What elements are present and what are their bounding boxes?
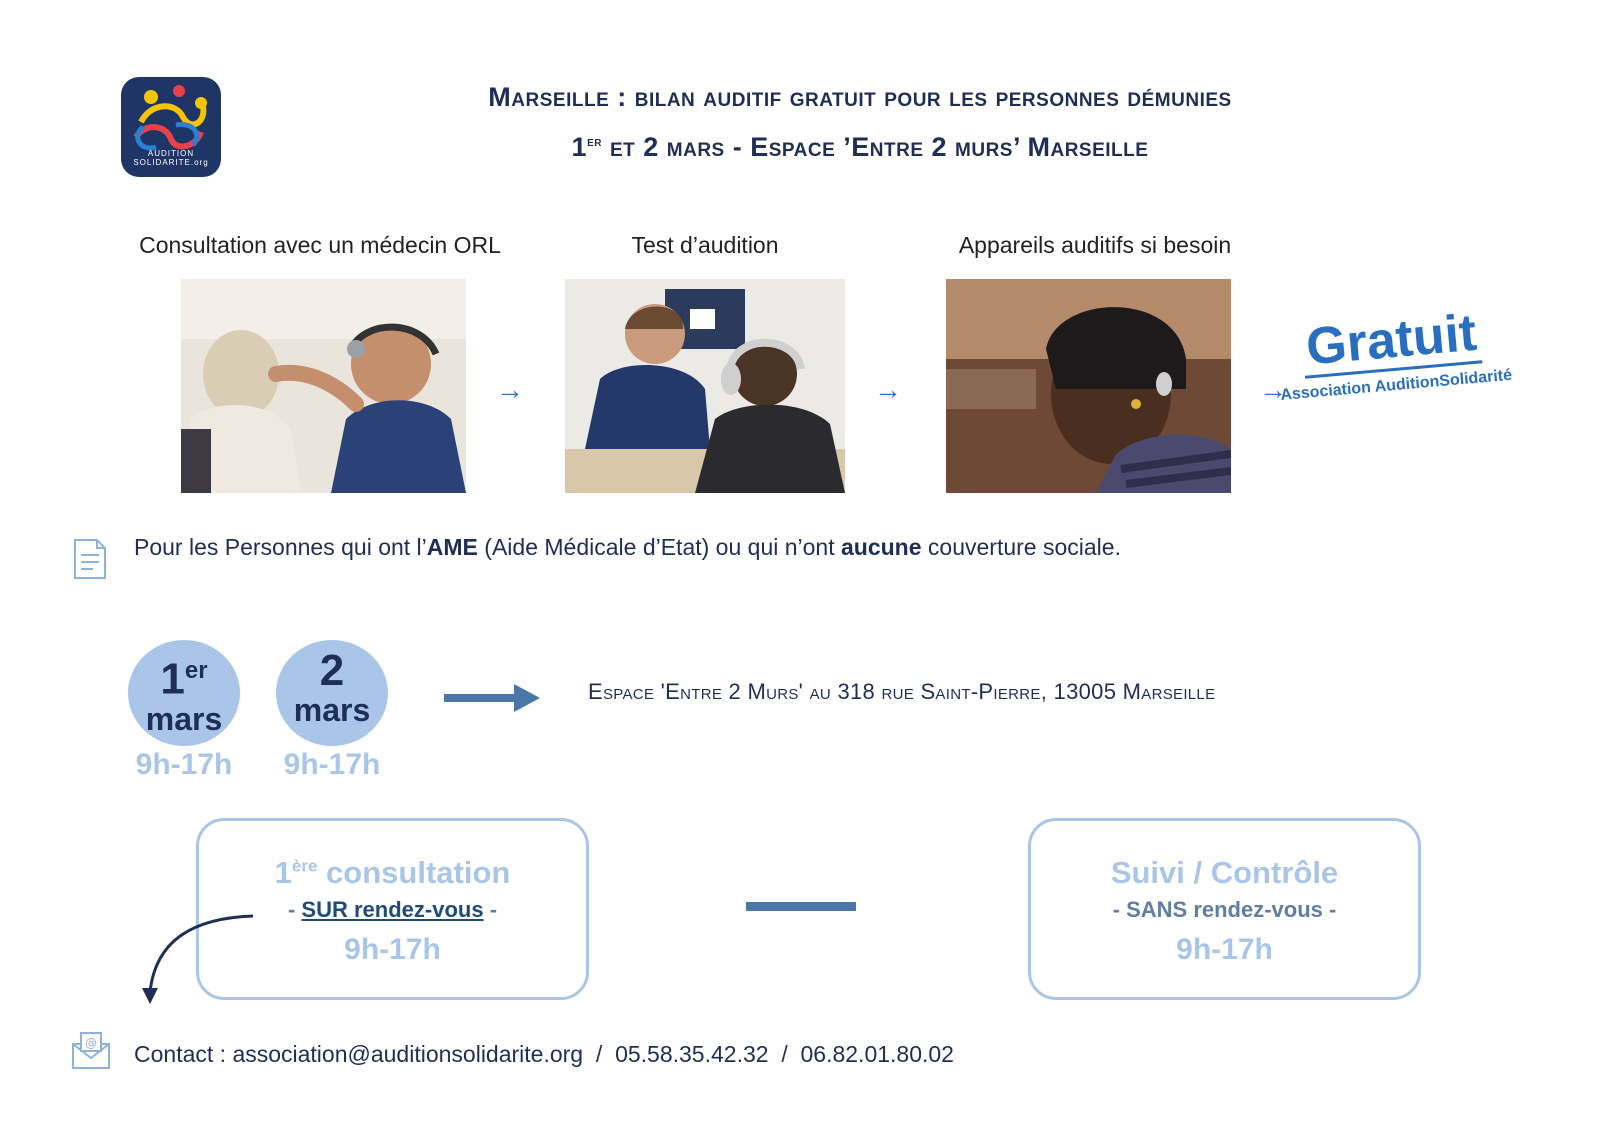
followup-sans: SANS: [1126, 897, 1188, 922]
logo-line2: SOLIDARITE.org: [133, 158, 209, 167]
document-icon: [72, 537, 108, 586]
date-1-sup: er: [184, 657, 208, 684]
date-2-month: mars: [293, 692, 371, 728]
photo-ent-consultation: [181, 279, 466, 493]
arrow-right-icon-1: →: [496, 374, 524, 405]
email-envelope-icon: [70, 1030, 112, 1077]
followup-rdv: rendez-vous: [1187, 897, 1323, 922]
svg-text:@: @: [85, 1036, 97, 1050]
eligibility-ame: AME: [426, 534, 478, 560]
followup-time: 9h-17h: [1176, 933, 1273, 966]
date-1-month: mars: [145, 700, 223, 737]
appointment-link[interactable]: SUR rendez-vous: [301, 897, 484, 922]
followup-dash-left: -: [1112, 897, 1127, 922]
contact-email[interactable]: association@auditionsolidarite.org: [232, 1041, 584, 1067]
eligibility-text: [134, 534, 1121, 561]
date-2-hours: 9h-17h: [283, 748, 381, 781]
date-1-num: 1: [160, 654, 185, 704]
photo-hearing-aids: [946, 279, 1231, 493]
followup-heading: Suivi / Contrôle: [1110, 855, 1339, 890]
separator-dash: [746, 902, 856, 911]
first-consultation-time: 9h-17h: [344, 933, 441, 966]
contact-sep-1: /: [583, 1041, 616, 1067]
title-line2-sup: er: [587, 133, 602, 149]
eligibility-mid: (Aide Médicale d’Etat) ou qui n’ont: [477, 534, 841, 560]
gratuit-subtitle: Association AuditionSolidarité: [1279, 366, 1513, 404]
logo-line1: AUDITION: [147, 149, 195, 158]
eligibility-post: couverture sociale.: [921, 534, 1121, 560]
address-text: Espace 'Entre 2 Murs' au 318 rue Saint-Pierre, 13005 Marseille: [588, 679, 1216, 704]
arrow-right-icon-2: →: [874, 374, 902, 405]
arrow-right-icon-3: →: [1259, 374, 1287, 405]
date-2-num: 2: [319, 646, 345, 695]
first-consultation-sup: ère: [291, 856, 318, 876]
page-title-line2: [240, 132, 1480, 163]
contact-line: [134, 1041, 954, 1068]
first-dash-left: -: [287, 897, 302, 922]
followup-dash-right: -: [1322, 897, 1337, 922]
box-followup: [1028, 818, 1421, 1000]
step-label-devices: Appareils auditifs si besoin: [958, 232, 1232, 258]
gratuit-stamp: [1279, 302, 1513, 404]
contact-sep-2: /: [768, 1041, 801, 1067]
page-title-line1: Marseille : bilan auditif gratuit pour les personnes démunies: [488, 82, 1232, 112]
curved-arrow-icon: [136, 908, 256, 1013]
step-label-test: Test d’audition: [631, 232, 779, 258]
date-1-hours: 9h-17h: [135, 748, 233, 781]
first-consultation-sub: [199, 897, 586, 923]
first-consultation-heading: [199, 855, 586, 891]
arrow-right-icon-large: [444, 684, 540, 717]
first-dash-right: -: [483, 897, 498, 922]
eligibility-pre: Pour les Personnes qui ont l’: [134, 534, 427, 560]
audition-solidarite-logo: [121, 77, 221, 177]
first-consultation-num: 1: [274, 855, 292, 890]
contact-phone-2[interactable]: 06.82.01.80.02: [800, 1041, 954, 1067]
contact-phone-1[interactable]: 05.58.35.42.32: [615, 1041, 769, 1067]
title-line2-num: 1: [571, 132, 588, 162]
gratuit-title: Gratuit: [1300, 304, 1483, 378]
title-line2-rest: et 2 mars - Espace ’Entre 2 murs’ Marseille: [601, 132, 1149, 162]
first-consultation-word: consultation: [317, 855, 511, 890]
eligibility-aucune: aucune: [841, 534, 922, 560]
step-label-consultation: Consultation avec un médecin ORL: [139, 232, 501, 258]
followup-sub: [1031, 897, 1418, 923]
date-circle-2: [276, 640, 388, 746]
date-circle-1: [128, 640, 240, 746]
photo-hearing-test: [565, 279, 845, 493]
contact-label: Contact :: [134, 1041, 233, 1067]
